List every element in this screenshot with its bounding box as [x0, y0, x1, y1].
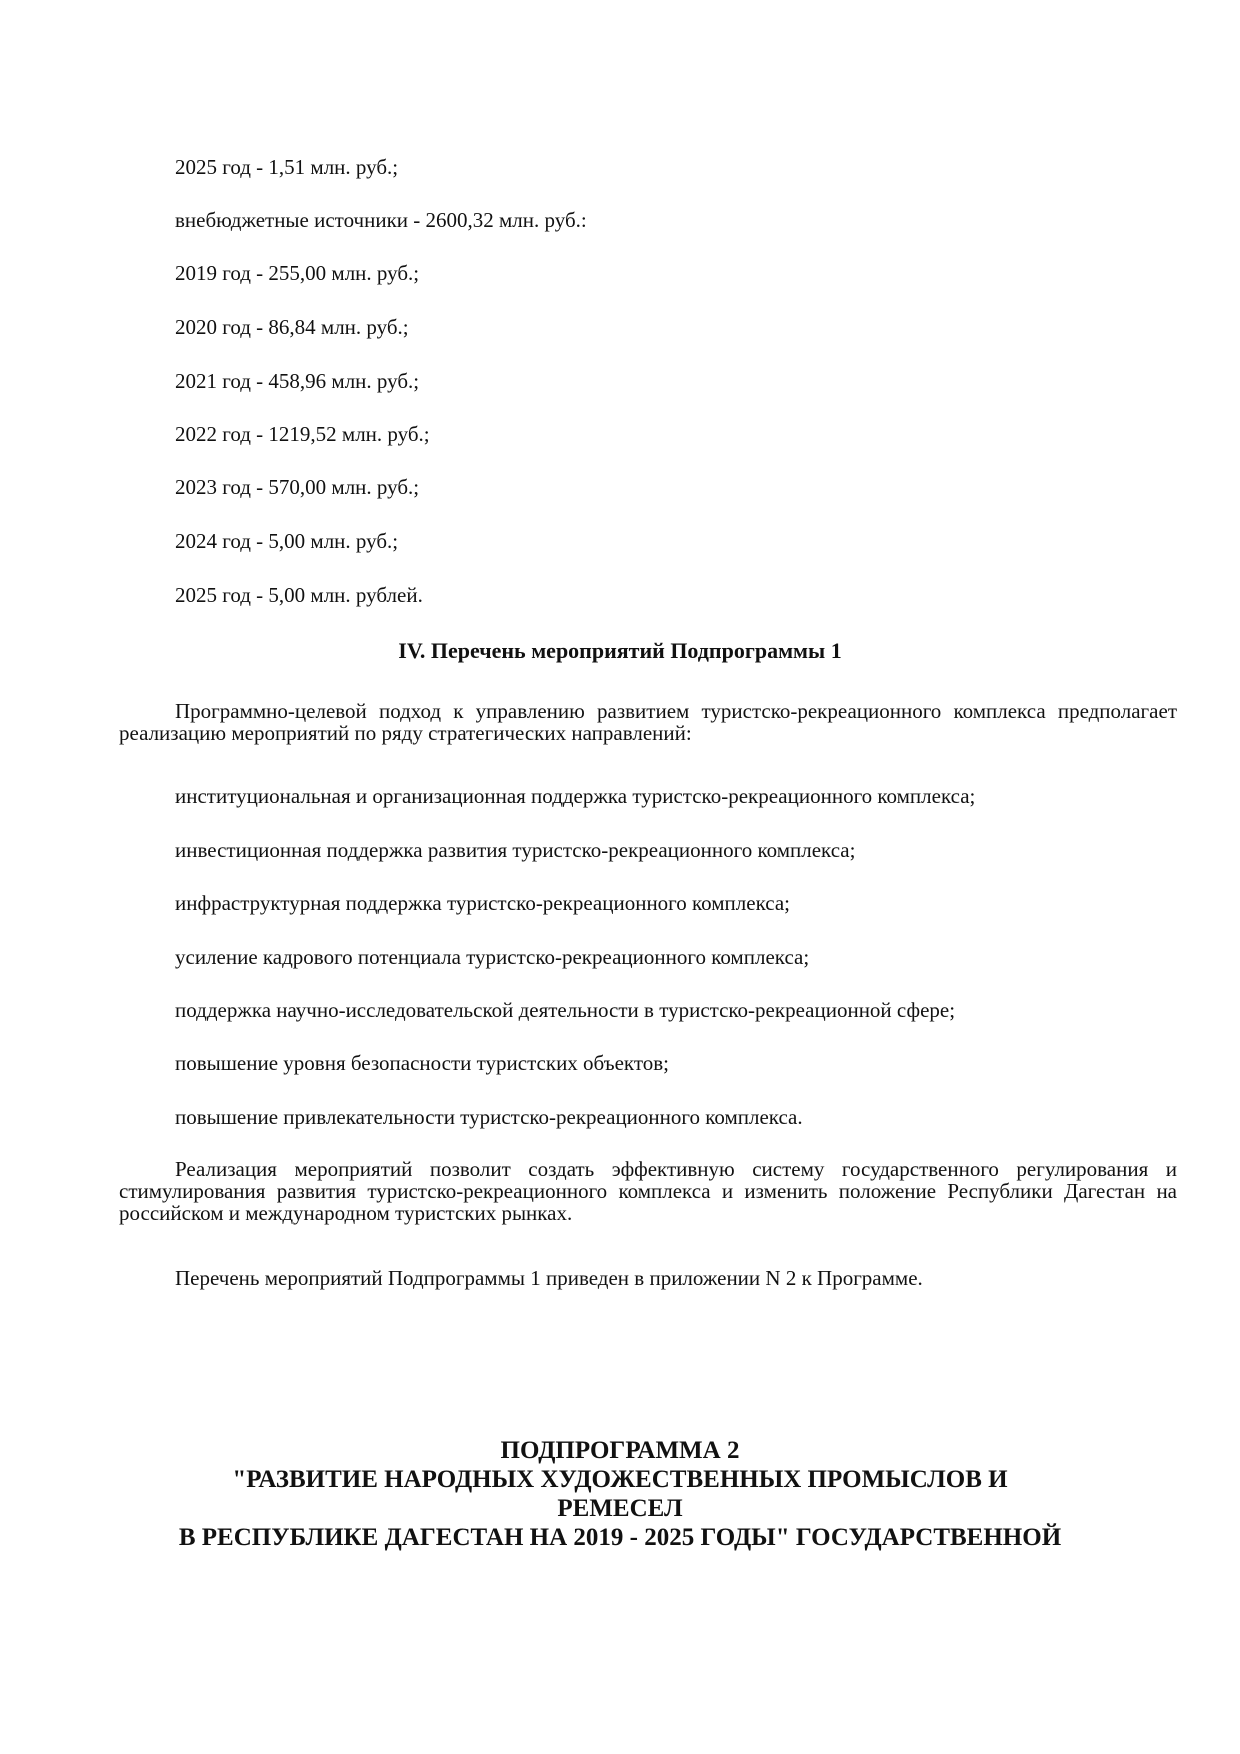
subprogram-title-line-4: В РЕСПУБЛИКЕ ДАГЕСТАН НА 2019 - 2025 ГОДЫ" ГОСУДАРСТВЕННОЙ: [178, 1524, 1062, 1551]
funding-line-2022: 2022 год - 1219,52 млн. руб.;: [175, 422, 430, 446]
funding-line-2025: 2025 год - 5,00 млн. рублей.: [175, 583, 423, 607]
subprogram-title-line-1: ПОДПРОГРАММА 2: [500, 1437, 740, 1464]
funding-line-2025-budget: 2025 год - 1,51 млн. руб.;: [175, 155, 399, 179]
direction-item-investment: инвестиционная поддержка развития туристско-рекреационного комплекса;: [175, 838, 856, 862]
direction-item-safety: повышение уровня безопасности туристских объектов;: [175, 1051, 669, 1075]
funding-line-2021: 2021 год - 458,96 млн. руб.;: [175, 369, 420, 393]
section-heading: IV. Перечень мероприятий Подпрограммы 1: [398, 638, 842, 663]
direction-item-institutional: институциональная и организационная поддержка туристско-рекреационного комплекса;: [175, 784, 976, 808]
direction-item-attractiveness: повышение привлекательности туристско-рекреационного комплекса.: [175, 1105, 803, 1129]
subprogram-title: [0, 1436, 1240, 1552]
funding-line-2019: 2019 год - 255,00 млн. руб.;: [175, 261, 420, 285]
direction-item-personnel: усиление кадрового потенциала туристско-рекреационного комплекса;: [175, 945, 810, 969]
funding-line-2024: 2024 год - 5,00 млн. руб.;: [175, 529, 399, 553]
funding-line-2020: 2020 год - 86,84 млн. руб.;: [175, 315, 409, 339]
reference-line: Перечень мероприятий Подпрограммы 1 приведен в приложении N 2 к Программе.: [175, 1266, 923, 1290]
direction-item-infrastructure: инфраструктурная поддержка туристско-рекреационного комплекса;: [175, 891, 790, 915]
direction-item-research: поддержка научно-исследовательской деятельности в туристско-рекреационной сфере;: [175, 998, 956, 1022]
subprogram-title-line-3: РЕМЕСЕЛ: [557, 1495, 683, 1522]
result-paragraph: Реализация мероприятий позволит создать эффективную систему государственного регулирования и стимулирования развития туристско-рекреационного комплекса и изменить положение Республики Дагестан на российском и международном туристских рынках.: [119, 1157, 1177, 1225]
funding-line-2023: 2023 год - 570,00 млн. руб.;: [175, 475, 420, 499]
subprogram-title-line-2: "РАЗВИТИЕ НАРОДНЫХ ХУДОЖЕСТВЕННЫХ ПРОМЫСЛОВ И: [232, 1466, 1008, 1493]
funding-line-extrabudgetary: внебюджетные источники - 2600,32 млн. руб.:: [175, 208, 587, 232]
intro-paragraph: Программно-целевой подход к управлению развитием туристско-рекреационного комплекса предполагает реализацию мероприятий по ряду стратегических направлений:: [119, 699, 1177, 745]
